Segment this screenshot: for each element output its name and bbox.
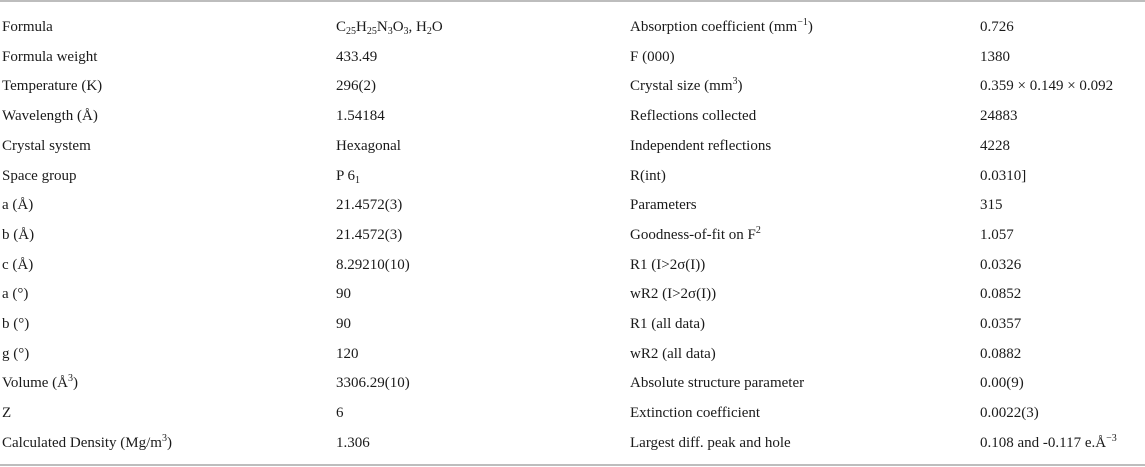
table-cell-value1: 120 (336, 345, 359, 362)
table-row (0, 221, 1145, 251)
table-cell-value1: 1.306 (336, 434, 370, 451)
table-cell-value1: 6 (336, 405, 344, 422)
table-cell-label2: wR2 (I>2σ(I)) (630, 286, 717, 303)
table-cell-label1: a (Å) (2, 197, 34, 214)
table-cell-label2: Reflections collected (630, 108, 757, 125)
table-cell-label1: Temperature (K) (2, 78, 103, 95)
table-cell-value1: 8.29210(10) (336, 256, 410, 273)
table-cell-value2: 0.0022(3) (980, 405, 1039, 422)
table-cell-value1: P $6_1$ (336, 167, 361, 186)
table-cell-label1: Formula weight (2, 48, 98, 65)
table-row (0, 280, 1145, 310)
table-cell-label2: Absolute structure parameter (630, 375, 805, 392)
table-cell-label2: R1 (I>2σ(I)) (630, 256, 706, 273)
table-cell-value2: 0.0310] (980, 167, 1027, 184)
table-row (0, 340, 1145, 370)
table-cell-label1: Z (2, 405, 12, 422)
table-cell-value2: 1380 (980, 48, 1010, 65)
table-cell-value1: $C_{25}H_{25}N_3O_3$, $H_2O$ (336, 19, 443, 37)
table-cell-label2: Crystal size $(mm^3)$ (630, 76, 743, 95)
table-cell-value2: 315 (980, 197, 1003, 214)
table-cell-label2: wR2 (all data) (630, 345, 716, 362)
table-cell-label1: b (°) (2, 316, 30, 333)
table-body (0, 13, 1145, 459)
table-row (0, 13, 1145, 43)
table-cell-label2: Goodness-of-fit on $F^2$ (630, 224, 761, 243)
table-cell-value1: 1.54184 (336, 108, 385, 125)
table-cell-label1: c (Å) (2, 256, 34, 273)
table-cell-label2: Independent reflections (630, 137, 772, 154)
table-cell-value1: Hexagonal (336, 137, 401, 154)
table-cell-value2: 1.057 (980, 226, 1014, 243)
table-cell-label2: F (000) (630, 48, 675, 65)
table-row (0, 429, 1145, 459)
table-cell-label1: b (Å) (2, 226, 35, 243)
table-cell-label2: R(int) (630, 167, 666, 184)
table-cell-label2: R1 (all data) (630, 316, 705, 333)
table-cell-value2: 0.0882 (980, 345, 1022, 362)
table-row (0, 162, 1145, 192)
table-cell-label2: Absorption coefficient $(mm^{-1})$ (630, 17, 813, 35)
table-cell-value2: 0.0326 (980, 256, 1022, 273)
table-cell-value2: 0.726 (980, 19, 1014, 35)
table-cell-label1: Calculated Density $(Mg/m^3)$ (2, 432, 172, 451)
table-cell-label1: g (°) (2, 345, 30, 362)
table-cell-value2: 0.0357 (980, 316, 1022, 333)
table-cell-value1: 3306.29(10) (336, 375, 410, 392)
table-row (0, 102, 1145, 132)
table-cell-label2: Extinction coefficient (630, 405, 761, 422)
table-bottom-rule (0, 464, 1145, 466)
table-row (0, 72, 1145, 102)
table-row (0, 43, 1145, 73)
table-cell-value1: 21.4572(3) (336, 226, 403, 243)
crystal-data-table (0, 13, 1145, 459)
table-row (0, 310, 1145, 340)
table-cell-label2: Largest diff. peak and hole (630, 434, 791, 451)
table-cell-label1: Space group (2, 167, 77, 184)
table-cell-label1: Volume $(Å^3)$ (2, 373, 78, 392)
table-row (0, 132, 1145, 162)
table-cell-label1: Wavelength (Å) (2, 108, 98, 125)
table-top-rule (0, 0, 1145, 2)
table-cell-value2: 24883 (980, 108, 1018, 125)
table-row (0, 369, 1145, 399)
table-cell-value2: 0.0852 (980, 286, 1022, 303)
table-cell-label1: Formula (2, 19, 53, 35)
table-cell-value1: 433.49 (336, 48, 378, 65)
table-cell-value2: 0.108 and -0.117 $e.Å^{-3}$ (980, 432, 1117, 451)
table-cell-value2: 0.359 × 0.149 × 0.092 (980, 78, 1114, 95)
table-cell-value2: 4228 (980, 137, 1010, 154)
table-cell-label2: Parameters (630, 197, 697, 214)
table-cell-value2: 0.00(9) (980, 375, 1024, 392)
table-cell-label1: a (°) (2, 286, 29, 303)
table-cell-value1: 21.4572(3) (336, 197, 403, 214)
table-cell-value1: 90 (336, 316, 351, 333)
table-row (0, 191, 1145, 221)
table-cell-label1: Crystal system (2, 137, 91, 154)
table-row (0, 399, 1145, 429)
table-cell-value1: 296(2) (336, 78, 376, 95)
table-cell-value1: 90 (336, 286, 351, 303)
table-row (0, 251, 1145, 281)
